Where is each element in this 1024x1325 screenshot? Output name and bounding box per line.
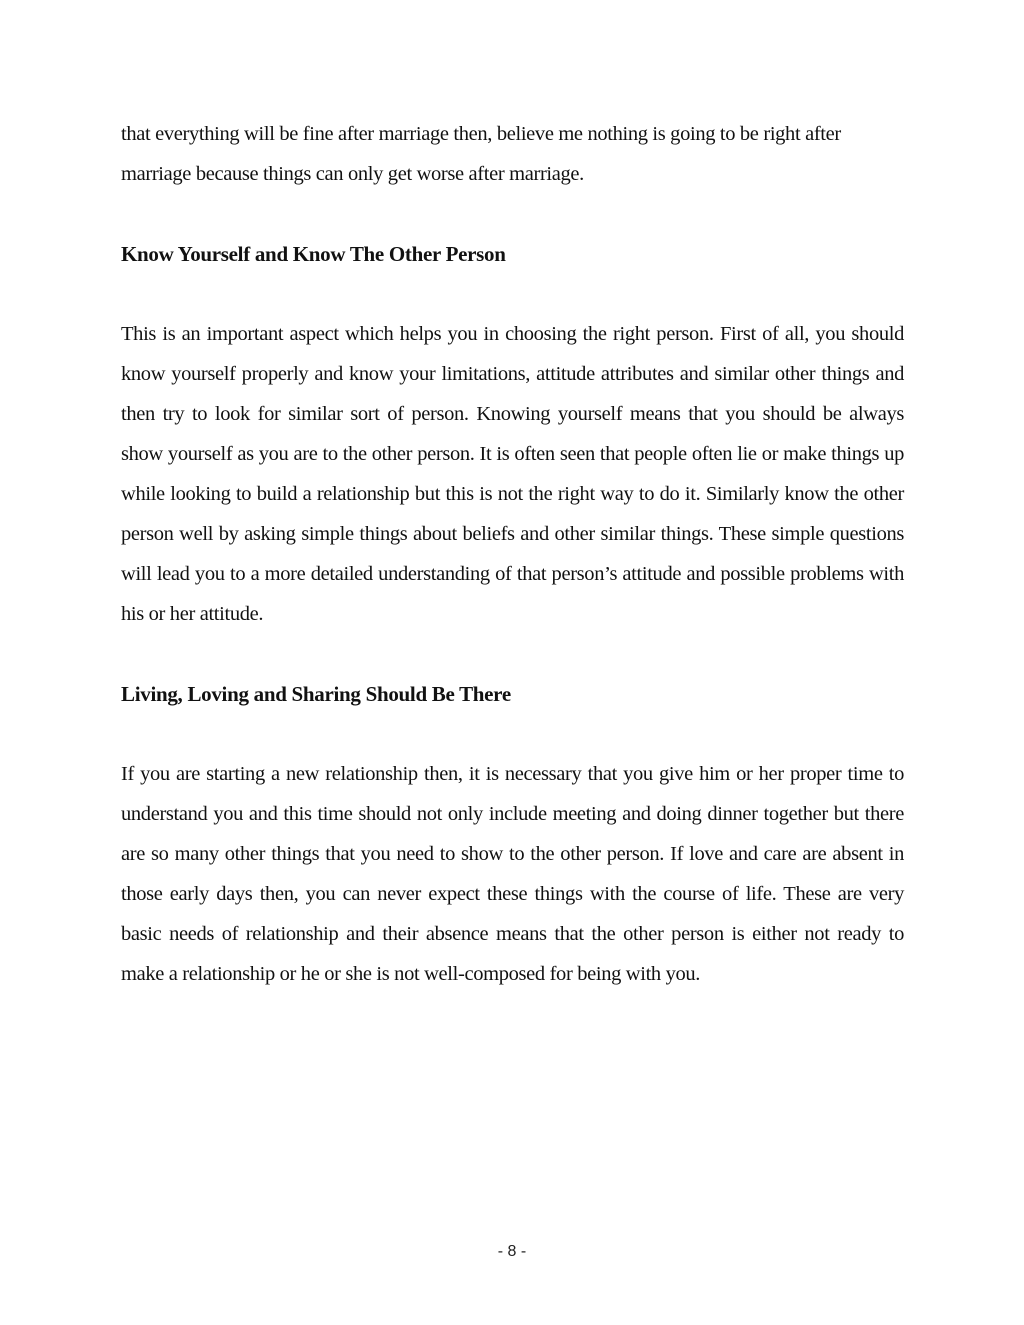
document-body (121, 114, 904, 994)
page-number: - 8 - (497, 1243, 527, 1260)
paragraph-continuation: that everything will be fine after marriage then, believe me nothing is going to be right after marriage because things can only get worse after marriage. (121, 123, 841, 185)
section-heading-know-yourself: Know Yourself and Know The Other Person (121, 242, 506, 266)
paragraph-living-loving-sharing: If you are starting a new relationship then, it is necessary that you give him or her proper time to understand you and this time should not only include meeting and doing dinner together but there are so many other things that you need to show to the other person. If love and care are absent in those early days then, you can never expect these things with the course of life. These are very basic needs of relationship and their absence means that the other person is either not ready to make a relationship or he or she is not well-composed for being with you. (121, 763, 904, 985)
section-heading-living-loving-sharing: Living, Loving and Sharing Should Be There (121, 682, 511, 706)
paragraph-know-yourself: This is an important aspect which helps you in choosing the right person. First of all, you should know yourself properly and know your limitations, attitude attributes and similar other things and then try to look for similar sort of person. Knowing yourself means that you should be always show yourself as you are to the other person. It is often seen that people often lie or make things up while looking to build a relationship but this is not the right way to do it. Similarly know the other person well by asking simple things about beliefs and other similar things. These simple questions will lead you to a more detailed understanding of that person’s attitude and possible problems with his or her attitude. (121, 323, 904, 625)
